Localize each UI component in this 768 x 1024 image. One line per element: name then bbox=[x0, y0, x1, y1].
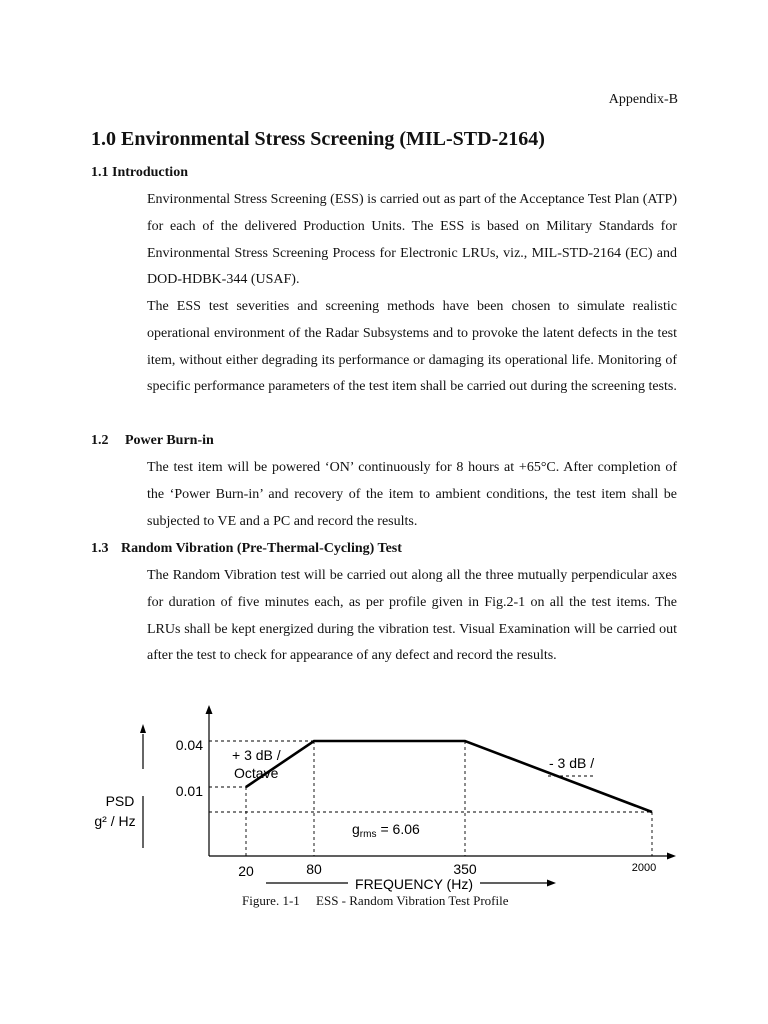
x-tick-label: 80 bbox=[306, 861, 322, 877]
grms-g: g bbox=[352, 821, 360, 837]
y-tick-label: 0.01 bbox=[175, 783, 203, 799]
section-number: 1.2 bbox=[91, 433, 109, 448]
xlabel-arrow-icon bbox=[547, 880, 556, 887]
y-axis-label-psd: PSD bbox=[105, 793, 135, 809]
section-title: Random Vibration (Pre-Thermal-Cycling) Test bbox=[121, 541, 402, 556]
section-number: 1.3 bbox=[91, 541, 109, 556]
grms-label bbox=[352, 821, 420, 840]
psd-profile-line bbox=[246, 741, 652, 812]
x-axis-label: FREQUENCY (Hz) bbox=[355, 876, 473, 892]
intro-paragraph-2: The ESS test severities and screening methods have been chosen to simulate realistic operational environment of the Radar Subsystems and to provoke the latent defects in the test item, without either degrading its performance or damaging its operational life. Monitoring of specific performance parameters of the test item shall be carried out during the screening tests. bbox=[147, 299, 677, 395]
figure-caption: Figure. 1-1 ESS - Random Vibration Test Profile bbox=[242, 893, 509, 908]
vibration-paragraph: The Random Vibration test will be carried out along all the three mutually perpendicular axes for duration of five minutes each, as per profile given in Fig.2-1 on all the test items. The LRUs shall be kept energized during the vibration test. Visual Examination will be carried out after the test to check for appearance of any defect and record the results. bbox=[147, 568, 677, 664]
x-axis-arrow-icon bbox=[667, 853, 676, 860]
section-heading-introduction: 1.1 Introduction bbox=[91, 165, 188, 180]
up-slope-label-octave: Octave bbox=[234, 765, 279, 781]
x-tick-label: 350 bbox=[453, 861, 477, 877]
grms-value: = 6.06 bbox=[380, 821, 420, 837]
random-vibration-profile-chart bbox=[0, 690, 768, 895]
x-tick-label: 2000 bbox=[631, 862, 657, 874]
down-slope-label: - 3 dB / bbox=[549, 755, 595, 771]
section-title: Power Burn-in bbox=[125, 433, 214, 448]
section-heading-power-burn-in bbox=[91, 433, 214, 449]
up-slope-label: + 3 dB / bbox=[232, 747, 281, 763]
appendix-label: Appendix-B bbox=[608, 92, 678, 107]
y-axis-arrow-icon bbox=[206, 705, 213, 714]
x-tick-label: 20 bbox=[238, 863, 254, 879]
y-axis-label-units: g² / Hz bbox=[94, 813, 136, 829]
section-heading-random-vibration bbox=[91, 541, 402, 557]
intro-paragraph-1: Environmental Stress Screening (ESS) is carried out as part of the Acceptance Test Plan (ATP) for each of the delivered Production Units. The ESS is based on Military Standards for Environmental Stress Screening Process for Electronic LRUs, viz., MIL-STD-2164 (EC) and DOD-HDBK-344 (USAF). bbox=[147, 192, 677, 288]
burn-in-paragraph: The test item will be powered ‘ON’ continuously for 8 hours at +65°C. After completion of the ‘Power Burn-in’ and recovery of the item to ambient conditions, the test item shall be subjected to VE and a PC and record the results. bbox=[147, 460, 677, 529]
ylabel-arrow-icon bbox=[140, 724, 146, 733]
y-tick-label: 0.04 bbox=[175, 737, 203, 753]
page-title: 1.0 Environmental Stress Screening (MIL-STD-2164) bbox=[91, 128, 545, 150]
grms-subscript: rms bbox=[359, 829, 377, 840]
